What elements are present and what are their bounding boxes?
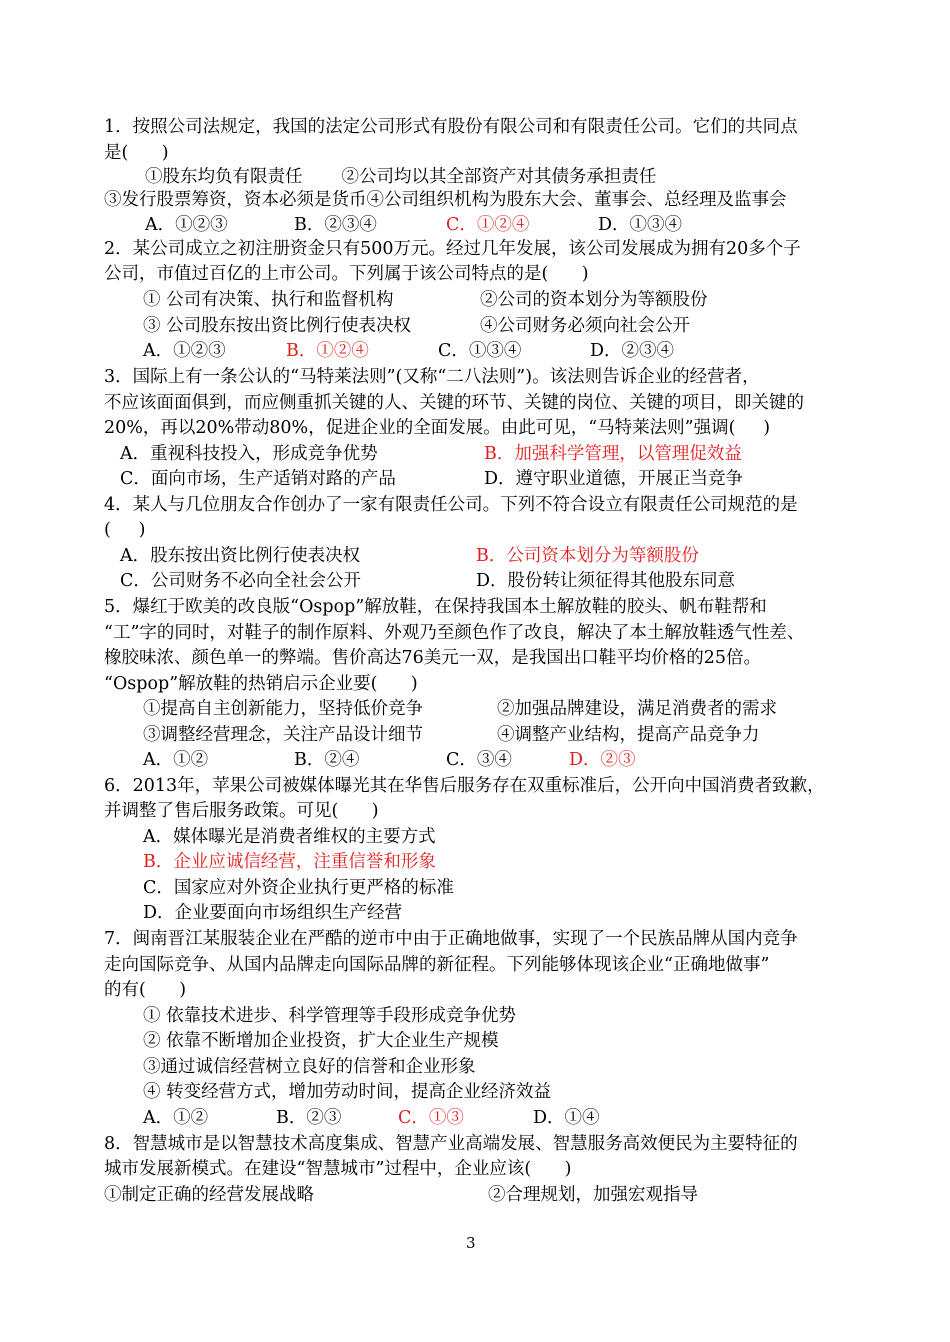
q3-stem-line3: 20%，再以20%带动80%，促进企业的全面发展。由此可见，“马特莱法则”强调( ) bbox=[104, 418, 771, 438]
q3-option-d: D．遵守职业道德，开展正当竞争 bbox=[484, 469, 744, 489]
q1-option-c-answer: C．①②④ bbox=[446, 215, 530, 235]
q5-option-c: C．③④ bbox=[446, 750, 512, 770]
q7-stem-line1: 7．闽南晋江某服装企业在严酷的逆市中由于正确地做事，实现了一个民族品牌从国内竞争 bbox=[104, 929, 798, 949]
q1-option-b: B．②③④ bbox=[294, 215, 377, 235]
q6-stem-line1: 6．2013年，苹果公司被媒体曝光其在华售后服务存在双重标准后，公开向中国消费者致歉， bbox=[104, 776, 825, 796]
q1-items-line1: ①股东均负有限责任 ②公司均以其全部资产对其债务承担责任 bbox=[145, 167, 657, 187]
q3-option-a: A．重视科技投入，形成竞争优势 bbox=[120, 444, 378, 464]
q7-option-d: D．①④ bbox=[533, 1108, 600, 1128]
q7-option-a: A．①② bbox=[143, 1108, 209, 1128]
q8-stem-line1: 8．智慧城市是以智慧技术高度集成、智慧产业高端发展、智慧服务高效便民为主要特征的 bbox=[104, 1134, 798, 1154]
q8-item-2: ②合理规划，加强宏观指导 bbox=[488, 1185, 698, 1205]
q5-item-3: ③调整经营理念，关注产品设计细节 bbox=[143, 725, 423, 745]
q4-stem-line1: 4．某人与几位朋友合作创办了一家有限责任公司。下列不符合设立有限责任公司规范的是 bbox=[104, 495, 798, 515]
q1-items-line2: ③发行股票筹资，资本必须是货币④公司组织机构为股东大会、董事会、总经理及监事会 bbox=[104, 190, 787, 210]
q5-option-d-answer: D．②③ bbox=[569, 750, 636, 770]
q4-option-d: D．股份转让须征得其他股东同意 bbox=[476, 571, 736, 591]
q6-stem-line2: 并调整了售后服务政策。可见( ) bbox=[104, 801, 379, 821]
q1-option-a: A．①②③ bbox=[145, 215, 228, 235]
q5-item-1: ①提高自主创新能力，坚持低价竞争 bbox=[143, 699, 423, 719]
q4-option-a: A．股东按出资比例行使表决权 bbox=[120, 546, 361, 566]
q2-option-d: D．②③④ bbox=[590, 341, 675, 361]
q5-stem-line1: 5．爆红于欧美的改良版“Ospop”解放鞋，在保持我国本土解放鞋的胶头、帆布鞋帮和 bbox=[104, 597, 767, 617]
q5-stem-line2: “工”字的同时，对鞋子的制作原料、外观乃至颜色作了改良，解决了本土解放鞋透气性差、 bbox=[104, 623, 805, 643]
q2-stem-line1: 2．某公司成立之初注册资金只有500万元。经过几年发展，该公司发展成为拥有20多个子 bbox=[104, 239, 801, 259]
q5-option-b: B．②④ bbox=[294, 750, 360, 770]
q5-option-a: A．①② bbox=[143, 750, 209, 770]
q1-stem-line2: 是( ) bbox=[104, 143, 169, 163]
q2-item-2: ②公司的资本划分为等额股份 bbox=[480, 290, 708, 310]
q3-stem-line2: 不应该面面俱到，而应侧重抓关键的人、关键的环节、关键的岗位、关键的项目，即关键的 bbox=[104, 393, 804, 413]
q1-option-d: D．①③④ bbox=[598, 215, 683, 235]
q2-stem-line2: 公司，市值过百亿的上市公司。下列属于该公司特点的是( ) bbox=[104, 264, 589, 284]
q2-option-a: A．①②③ bbox=[143, 341, 226, 361]
q3-option-b-answer: B．加强科学管理，以管理促效益 bbox=[484, 444, 742, 464]
q7-item-1: ① 依靠技术进步、科学管理等手段形成竞争优势 bbox=[143, 1006, 517, 1026]
q5-stem-line4: “Ospop”解放鞋的热销启示企业要( ) bbox=[104, 674, 418, 694]
q6-option-b-answer: B．企业应诚信经营，注重信誉和形象 bbox=[143, 852, 436, 872]
q8-item-1: ①制定正确的经营发展战略 bbox=[104, 1185, 314, 1205]
q2-item-4: ④公司财务必须向社会公开 bbox=[480, 316, 690, 336]
q2-option-c: C．①③④ bbox=[438, 341, 522, 361]
q5-item-4: ④调整产业结构，提高产品竞争力 bbox=[497, 725, 760, 745]
q4-option-b-answer: B．公司资本划分为等额股份 bbox=[476, 546, 699, 566]
q7-item-4: ④ 转变经营方式，增加劳动时间，提高企业经济效益 bbox=[143, 1082, 552, 1102]
q5-stem-line3: 橡胶味浓、颜色单一的弊端。售价高达76美元一双，是我国出口鞋平均价格的25倍。 bbox=[104, 648, 762, 668]
q5-item-2: ②加强品牌建设，满足消费者的需求 bbox=[497, 699, 777, 719]
q7-stem-line3: 的有( ) bbox=[104, 980, 187, 1000]
q2-item-3: ③ 公司股东按出资比例行使表决权 bbox=[143, 316, 412, 336]
q7-option-c-answer: C．①③ bbox=[398, 1108, 464, 1128]
q1-stem-line1: 1．按照公司法规定，我国的法定公司形式有股份有限公司和有限责任公司。它们的共同点 bbox=[104, 117, 798, 137]
q3-stem-line1: 3．国际上有一条公认的“马特莱法则”(又称“二八法则”)。该法则告诉企业的经营者， bbox=[104, 367, 760, 387]
q7-option-b: B．②③ bbox=[276, 1108, 342, 1128]
q2-item-1: ① 公司有决策、执行和监督机构 bbox=[143, 290, 394, 310]
q6-option-a: A．媒体曝光是消费者维权的主要方式 bbox=[143, 827, 436, 847]
q2-option-b-answer: B．①②④ bbox=[286, 341, 369, 361]
q7-item-3: ③通过诚信经营树立良好的信誉和企业形象 bbox=[143, 1057, 476, 1077]
page-number: 3 bbox=[466, 1234, 476, 1252]
q4-stem-line2: ( ) bbox=[104, 520, 146, 540]
q4-option-c: C．公司财务不必向全社会公开 bbox=[120, 571, 361, 591]
q6-option-d: D．企业要面向市场组织生产经营 bbox=[143, 903, 403, 923]
q7-stem-line2: 走向国际竞争、从国内品牌走向国际品牌的新征程。下列能够体现该企业“正确地做事” bbox=[104, 955, 770, 975]
q6-option-c: C．国家应对外资企业执行更严格的标准 bbox=[143, 878, 454, 898]
q8-stem-line2: 城市发展新模式。在建设“智慧城市”过程中，企业应该( ) bbox=[104, 1159, 572, 1179]
q3-option-c: C．面向市场，生产适销对路的产品 bbox=[120, 469, 396, 489]
q7-item-2: ② 依靠不断增加企业投资，扩大企业生产规模 bbox=[143, 1031, 499, 1051]
